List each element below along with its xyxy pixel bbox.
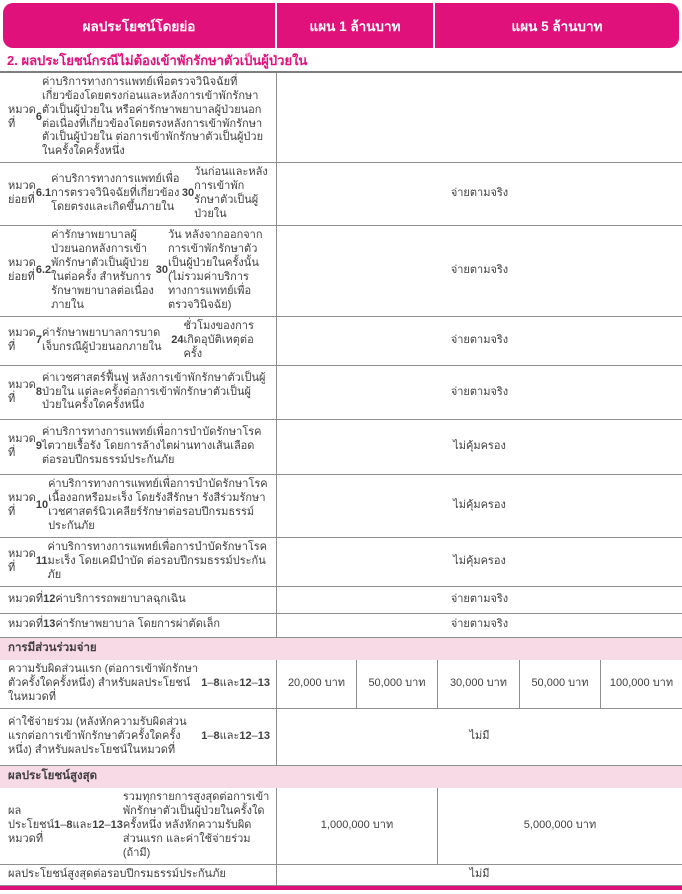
row-value: จ่ายตามจริง: [276, 163, 682, 225]
header-benefit-column: ผลประโยชน์โดยย่อ: [82, 18, 196, 34]
row-description: ค่าใช้จ่ายร่วม (หลังหักความรับผิดส่วนแรกต่อการเข้าพักรักษาตัวครั้งใดครั้งหนึ่ง) สำหรับผลประโยชน์ในหมวดที่ 1 – 8 และ 12 – 13: [8, 715, 270, 756]
row-value: 100,000 บาท: [600, 660, 682, 708]
table-row: [0, 226, 682, 317]
section-band-label: ผลประโยชน์สูงสุด: [8, 770, 98, 783]
table-row: [0, 865, 682, 886]
table-row: [0, 420, 682, 475]
header-plan1-column: แผน 1 ล้านบาท: [309, 18, 401, 34]
row-description: ผลประโยชน์สูงสุดต่อรอบปีกรมธรรม์ประกันภัย: [8, 867, 226, 880]
table-row: [0, 788, 682, 865]
table-header: [3, 3, 679, 48]
row-description: หมวดที่ 13 ค่ารักษาพยาบาล โดยการผ่าตัดเล็ก: [8, 618, 221, 631]
row-value: [276, 73, 682, 163]
row-value: 5,000,000 บาท: [437, 788, 682, 864]
row-description: หมวดที่ 7 ค่ารักษาพยาบาลการบาดเจ็บกรณีผู้ป่วยนอกภายใน 24 ชั่วโมงของการเกิดอุบัติเหตุต่อครั้ง: [8, 320, 254, 361]
row-description: หมวดที่ 10 ค่าบริการทางการแพทย์เพื่อการบำบัดรักษาโรคเนื้องอกหรือมะเร็ง โดยรังสีรักษา รังสีร่วมรักษา เวชศาสตร์นิวเคลียร์รักษาต่อรอบปีกรมธรรม์ประกันภัย: [8, 478, 268, 532]
row-value: 50,000 บาท: [519, 660, 600, 708]
table-row: [0, 587, 682, 614]
row-description: หมวดที่ 9 ค่าบริการทางการแพทย์เพื่อการบำบัดรักษาโรคไตวายเรื้อรัง โดยการล้างไตผ่านทางเส้นเลือด ต่อรอบปีกรมธรรม์ประกันภัย: [8, 426, 262, 466]
row-description: หมวดย่อยที่ 6.1 ค่าบริการทางการแพทย์เพื่อการตรวจวินิจฉัยที่เกี่ยวข้องโดยตรงและเกิดขึ้นภายใน 30 วันก่อนและหลังการเข้าพักรักษาตัวเป็นผู้ป่วยใน: [8, 166, 268, 221]
row-value: ไม่มี: [276, 865, 682, 885]
row-value: ไม่คุ้มครอง: [276, 538, 682, 586]
row-value: 20,000 บาท: [276, 660, 356, 708]
row-value: จ่ายตามจริง: [276, 317, 682, 365]
table-row: [0, 475, 682, 538]
section-band-label: การมีส่วนร่วมจ่าย: [8, 642, 97, 655]
table-row: [0, 538, 682, 587]
row-value: 50,000 บาท: [356, 660, 437, 708]
bottom-margin: [0, 890, 682, 894]
section-band: [0, 638, 682, 660]
table-row: [0, 709, 682, 766]
header-plan5-column: แผน 5 ล้านบาท: [511, 18, 603, 34]
row-value: 30,000 บาท: [437, 660, 519, 708]
row-value: จ่ายตามจริง: [276, 614, 682, 637]
row-value: จ่ายตามจริง: [276, 366, 682, 419]
row-description: หมวดที่ 11 ค่าบริการทางการแพทย์เพื่อการบำบัดรักษาโรคมะเร็ง โดยเคมีบำบัด ต่อรอบปีกรมธรรม์ประกันภัย: [8, 540, 268, 581]
row-value: จ่ายตามจริง: [276, 226, 682, 316]
table-row: [0, 366, 682, 420]
row-description: ความรับผิดส่วนแรก (ต่อการเข้าพักรักษาตัวครั้งใดครั้งหนึ่ง) สำหรับผลประโยชน์ในหมวดที่ 1 – 8 และ 12 – 13: [8, 662, 270, 703]
row-value: ไม่มี: [276, 709, 682, 765]
table-row: [0, 73, 682, 164]
row-description: ผลประโยชน์หมวดที่ 1 – 8 และ 12 – 13 รวมทุกรายการสูงสุดต่อการเข้าพักรักษาตัวเป็นผู้ป่วยในครั้งใดครั้งหนึ่ง หลังหักความรับผิดส่วนแรก และค่าใช้จ่ายร่วม (ถ้ามี): [8, 790, 270, 859]
row-description: หมวดที่ 8 ค่าเวชศาสตร์ฟื้นฟู หลังการเข้าพักรักษาตัวเป็นผู้ป่วยใน แต่ละครั้งต่อการเข้าพักรักษาตัวเป็นผู้ป่วยในครั้งใดครั้งหนึ่ง: [8, 371, 266, 412]
row-description: หมวดที่ 6 ค่าบริการทางการแพทย์เพื่อตรวจวินิจฉัยที่เกี่ยวข้องโดยตรงก่อนและหลังการเข้าพักรักษาตัวเป็นผู้ป่วยใน หรือค่ารักษาพยาบาลผู้ป่วยนอกต่อเนื่องที่เกี่ยวข้องโดยตรงหลังการเข้าพักรักษาตัวเป็นผู้ป่วยใน ต่อการเข้าพักรักษาตัวเป็นผู้ป่วยในครั้งใดครั้งหนึ่ง: [8, 75, 264, 158]
row-description: หมวดย่อยที่ 6.2 ค่ารักษาพยาบาลผู้ป่วยนอกหลังการเข้าพักรักษาตัวเป็นผู้ป่วยในต่อครั้ง สำหรับการรักษาพยาบาลต่อเนื่อง ภายใน 30 วัน หลังจากออกจากการเข้าพักรักษาตัวเป็นผู้ป่วยในครั้งนั้น (ไม่รวมค่าบริการทางการแพทย์เพื่อตรวจวินิจฉัย): [8, 229, 263, 312]
row-value: จ่ายตามจริง: [276, 587, 682, 613]
section-band: [0, 766, 682, 788]
row-value: ไม่คุ้มครอง: [276, 420, 682, 474]
row-description: หมวดที่ 12 ค่าบริการรถพยาบาลฉุกเฉิน: [8, 592, 186, 605]
table-body: [0, 73, 682, 886]
table-row: [0, 614, 682, 638]
table-row: [0, 163, 682, 226]
table-row: [0, 660, 682, 709]
section-title: 2. ผลประโยชน์กรณีไม่ต้องเข้าพักรักษาตัวเป็นผู้ป่วยใน: [7, 53, 308, 68]
row-value: 1,000,000 บาท: [276, 788, 437, 864]
benefits-summary-table: [0, 3, 682, 894]
table-row: [0, 317, 682, 366]
row-value: ไม่คุ้มครอง: [276, 475, 682, 537]
